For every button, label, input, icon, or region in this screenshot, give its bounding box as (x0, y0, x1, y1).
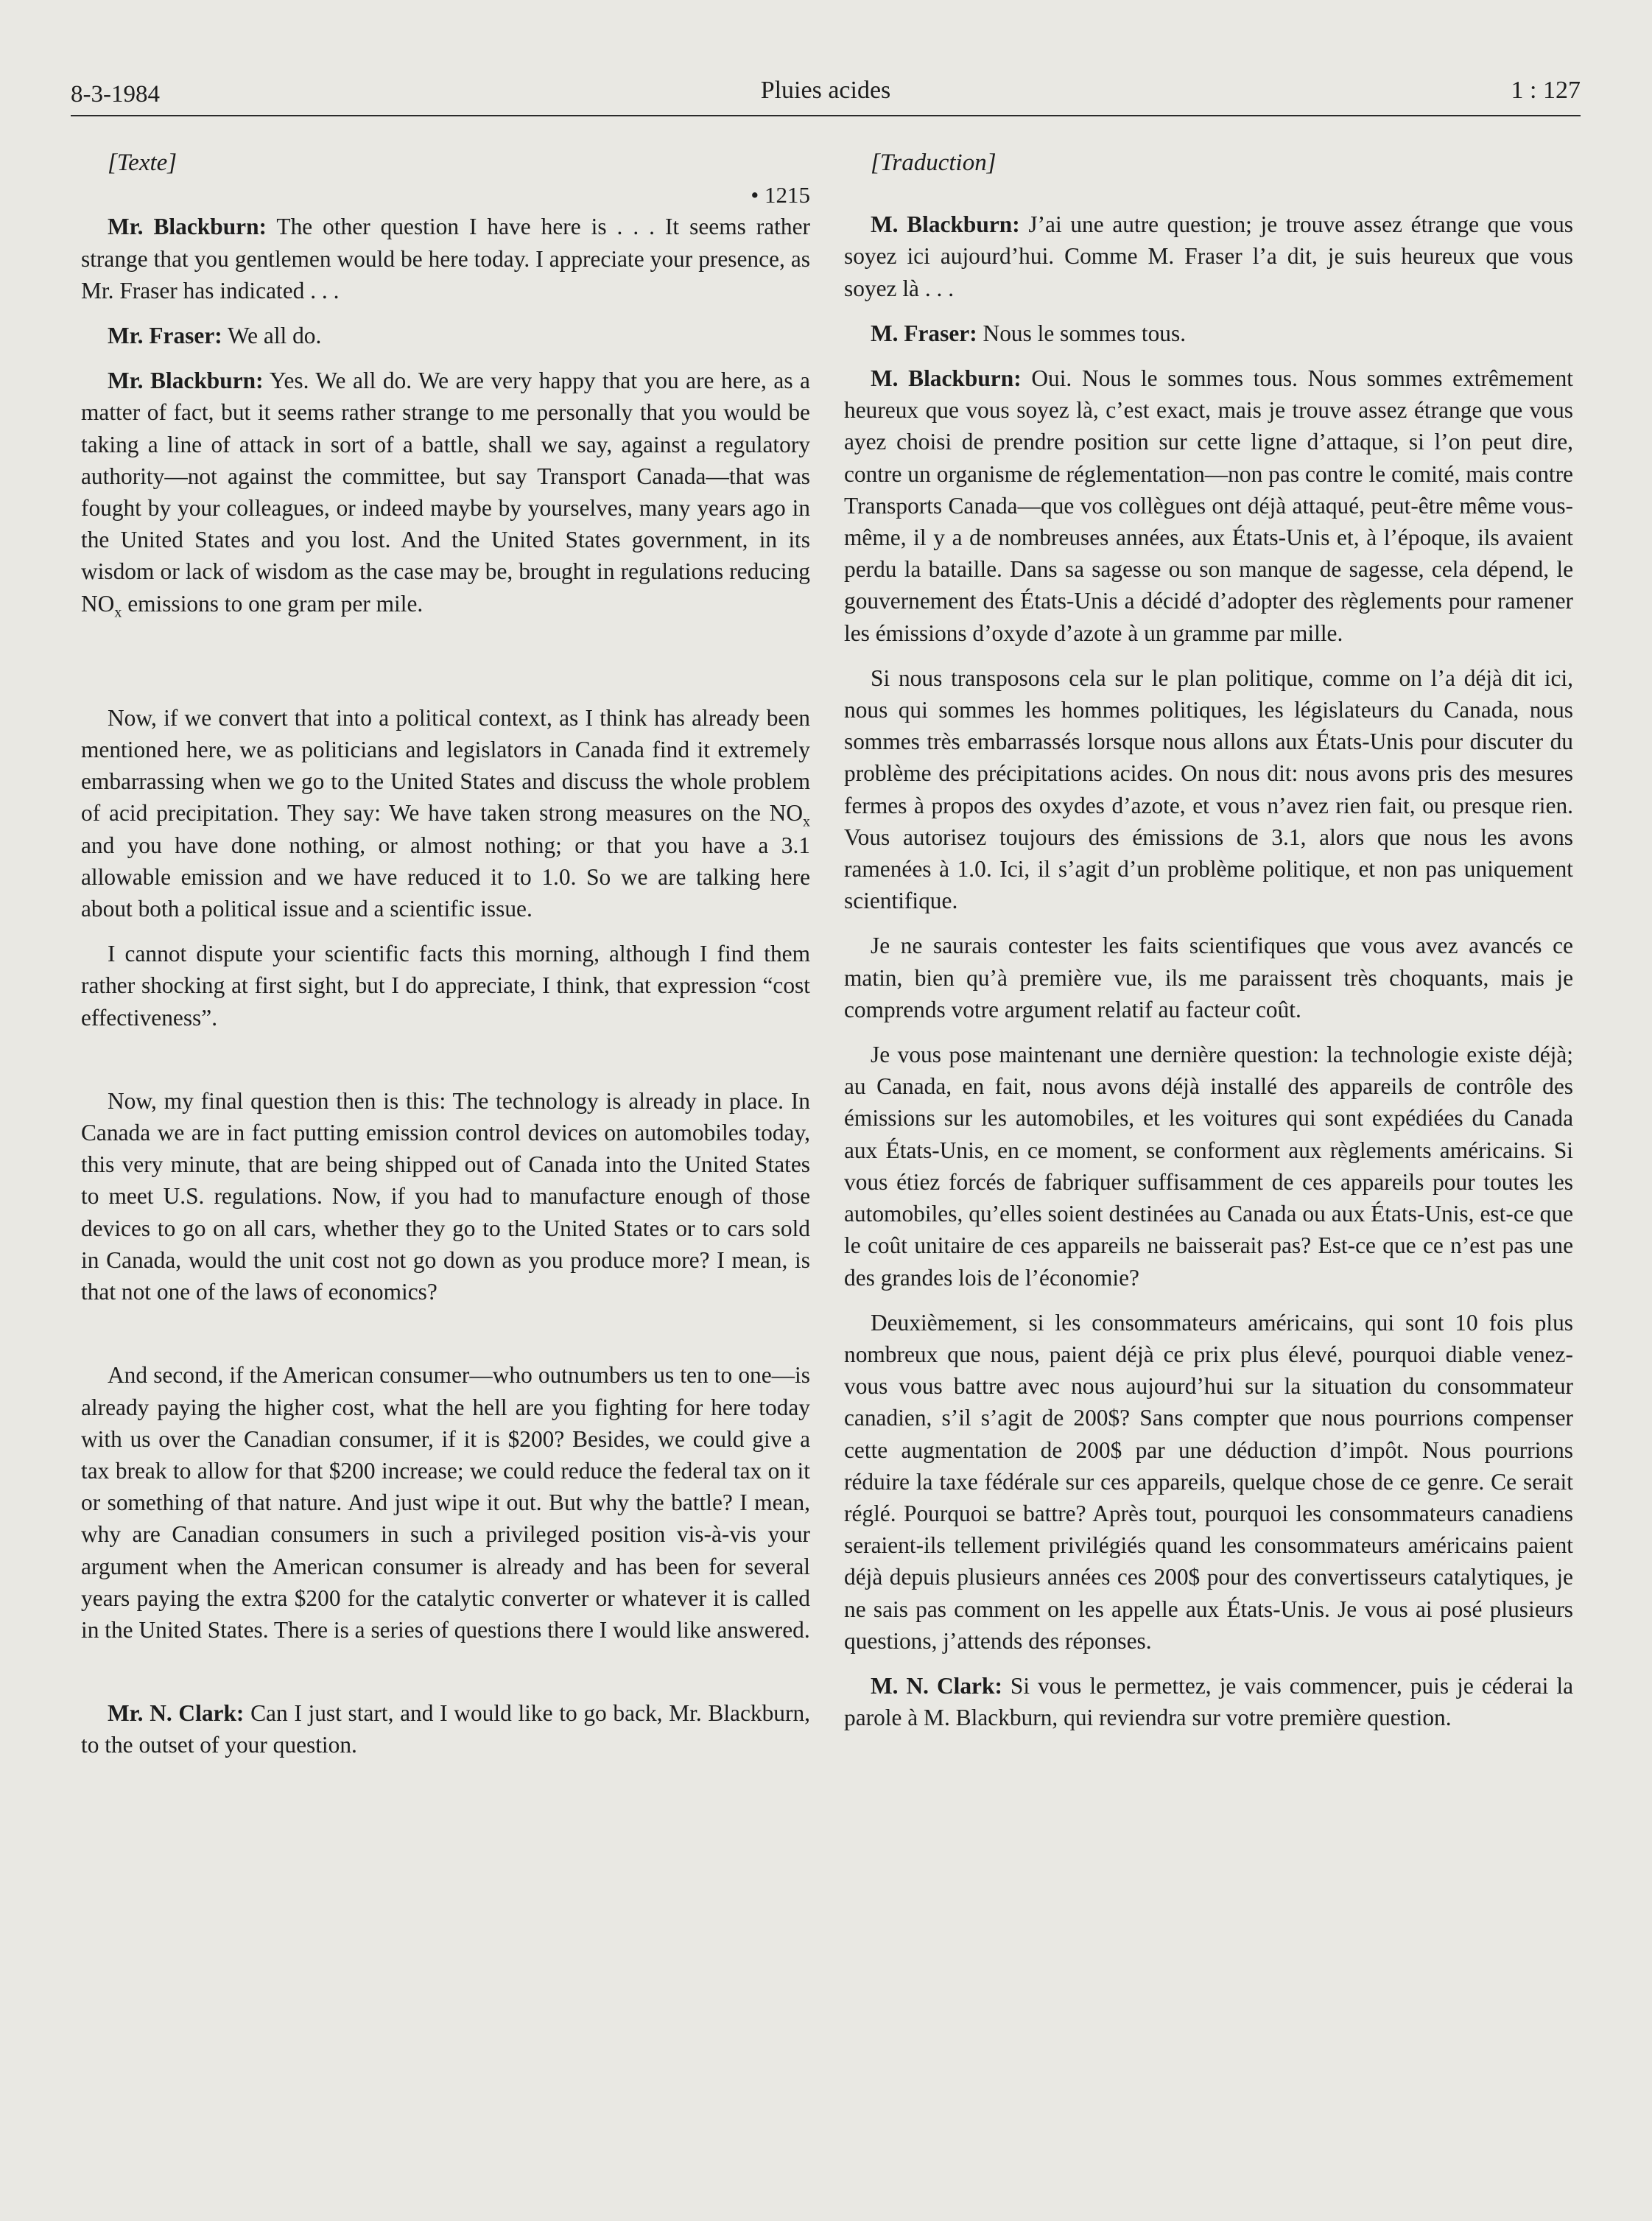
speaker-name: M. N. Clark: (871, 1672, 1002, 1699)
paragraph-text: Si vous le permettez, je vais commencer, puis je céderai la parole à M. Blackburn, qui reviendra sur votre première question. (844, 1672, 1574, 1731)
speaker-name: M. Blackburn: (871, 365, 1022, 392)
traduction-tag: [Traduction] (871, 150, 997, 176)
page-header (71, 74, 1581, 116)
paragraph (81, 1697, 810, 1761)
paragraph-text: Now, my final question then is this: The technology is already in place. In Canada we are in fact putting emission control devices on automobiles today, this very minute, that are being shipped out of Canada into the United States to meet U.S. regulations. Now, if you had to manufacture enough of those devices to go on all cars, whether they go to the United States or to cars sold in Canada, would the unit cost not go down as you produce more? I mean, is that not one of the laws of economics? (81, 1087, 810, 1305)
paragraph (81, 1359, 810, 1646)
speaker-name: M. Fraser: (871, 320, 977, 346)
paragraph (844, 1039, 1573, 1294)
paragraph-text: Can I just start, and I would like to go back, Mr. Blackburn, to the outset of your question. (81, 1700, 811, 1758)
subscript-x: x (803, 813, 810, 830)
paragraph-text: I cannot dispute your scientific facts this morning, although I find them rather shocking at first sight, but I do appreciate, I think, that expression “cost effectiveness”. (81, 941, 810, 1031)
paragraph-text: And second, if the American consumer—who outnumbers us ten to one—is already paying the higher cost, what the hell are you fighting for here today with us over the Canadian consumer, if it is $200? Besides, we could give a tax break to allow for that $200 increase; we could reduce the federal tax on it or something of that nature. And just wipe it out. But why the battle? I mean, why are Canadian consumers in such a privileged position vis-à-vis your argument when the American consumer is already and has been for several years paying the extra $200 for the catalytic converter or whatever it is called in the United States. There is a series of questions there I would like answered. (81, 1362, 810, 1643)
timestamp: • 1215 (751, 182, 810, 208)
french-column (844, 147, 1573, 1733)
paragraph (81, 702, 810, 924)
paragraph (81, 938, 810, 1034)
paragraph (844, 662, 1573, 917)
paragraph (844, 317, 1573, 349)
paragraph-text: Si nous transposons cela sur le plan politique, comme on l’a déjà dit ici, nous qui sommes les hommes politiques, les législateurs du Canada, nous sommes très embarrassés lorsque nous allons aux États-Unis pour discuter du problème des précipitations acides. On nous dit: nous avons pris des mesures fermes à propos des oxydes d’azote, et vous n’avez rien fait, ou presque rien. Vous autorisez toujours des émissions de 3.1, alors que nous les avons ramenées à 1.0. Ici, il s’agit d’un problème politique, et non pas uniquement scientifique. (844, 664, 1573, 914)
paragraph-text: Deuxièmement, si les consommateurs américains, qui sont 10 fois plus nombreux que nous, paient déjà ce prix plus élevé, pourquoi diable venez-vous vous battre avec nous aujourd’hui sur la situation du consommateur canadien, s’il s’agit de 200$? Sans compter que nous pourrions compenser cette augmentation de 200$ par une déduction d’impôt. Nous pourrions réduire la taxe fédérale sur ces appareils, quelque chose de ce genre. Ce serait réglé. Pourquoi se battre? Après tout, pourquoi les consommateurs canadiens seraient-ils tellement privilégiés quand les consommateurs américains paient déjà depuis plusieurs années ces 200$ pour des convertisseurs catalytiques, je ne sais pas comment on les appelle aux États-Unis. Je vous ai posé plusieurs questions, j’attends des réponses. (844, 1309, 1573, 1654)
speaker-name: Mr. Blackburn: (108, 368, 264, 394)
paragraph-text: The other question I have here is . . . It seems rather strange that you gentlemen would be here today. I appreciate your presence, as Mr. Fraser has indicated . . . (81, 214, 810, 303)
paragraph-text: J’ai une autre question; je trouve assez étrange que vous soyez ici aujourd’hui. Comme M. Fraser l’a dit, je suis heureux que vous soyez là . . . (844, 211, 1573, 301)
paragraph (81, 365, 810, 620)
paragraph (844, 362, 1573, 649)
paragraph (844, 930, 1573, 1025)
paragraph-text: Nous le sommes tous. (977, 320, 1187, 346)
header-page-number: 1 : 127 (1511, 77, 1581, 104)
paragraph (844, 1670, 1573, 1733)
speaker-name: Mr. Fraser: (108, 323, 222, 349)
paragraph (844, 208, 1573, 304)
english-column (81, 147, 810, 1761)
paragraph-text: Je vous pose maintenant une dernière question: la technologie existe déjà; au Canada, en fait, nous avons déjà installé des appareils de contrôle des émissions sur les automobiles, et les voitures qui sont expédiées du Canada aux États-Unis, en ce moment, se conforment aux règlements américains. Si vous étiez forcés de fabriquer suffisamment de ces appareils pour toutes les automobiles, qu’elles soient destinées au Canada ou aux États-Unis, est-ce que le coût unitaire de ces appareils ne baisserait pas? Est-ce que ce n’est pas une des grandes lois de l’économie? (844, 1042, 1573, 1291)
texte-tag: [Texte] (108, 150, 177, 176)
paragraph-text: Je ne saurais contester les faits scientifiques que vous avez avancés ce matin, bien qu’à première vue, ils me paraissent très choquants, mais je comprends votre argument relatif au facteur coût. (844, 933, 1573, 1022)
speaker-name: Mr. Blackburn: (108, 214, 267, 240)
paragraph-text: We all do. (222, 323, 322, 349)
paragraph-text-tail: emissions to one gram per mile. (122, 590, 423, 617)
paragraph (81, 211, 810, 306)
paragraph-text: Now, if we convert that into a political context, as I think has already been mentioned here, we as politicians and legislators in Canada find it extremely embarrassing when we go to the United States and discuss the whole problem of acid precipitation. They say: We have taken strong measures on the NO (81, 704, 810, 827)
paragraph-text: Yes. We all do. We are very happy that you are here, as a matter of fact, but it seems rather strange to me personally that you would be taking a line of attack in sort of a battle, shall we say, against a regulatory authority—not against the committee, but say Transport Canada—that was fought by your colleagues, or indeed maybe by yourselves, many years ago in the United States and you lost. And the United States government, in its wisdom or lack of wisdom as the case may be, brought in regulations reducing NO (81, 368, 810, 617)
speaker-name: Mr. N. Clark: (108, 1700, 245, 1727)
paragraph (844, 1307, 1573, 1657)
speaker-name: M. Blackburn: (871, 211, 1020, 238)
header-title: Pluies acides (760, 77, 891, 104)
subscript-x: x (114, 603, 122, 620)
paragraph-text: Oui. Nous le sommes tous. Nous sommes extrêmement heureux que vous soyez là, c’est exact, mais je trouve assez étrange que vous ayez choisi de prendre position sur cette ligne d’attaque, si l’on peut dire, contre un organisme de réglementation—non pas contre le comité, mais contre Transports Canada—que vos collègues ont déjà attaqué, peut-être même vous-même, il y a de nombreuses années, aux États-Unis et, à l’époque, ils avaient perdu la bataille. Dans sa sagesse ou son manque de sagesse, cela dépend, le gouvernement des États-Unis a décidé d’adopter des règlements pour ramener les émissions d’oxyde d’azote à un gramme par mille. (844, 365, 1574, 646)
paragraph-text-tail: and you have done nothing, or almost nothing; or that you have a 3.1 allowable emission and we have reduced it to 1.0. So we are talking here about both a political issue and a scientific issue. (81, 832, 810, 922)
paragraph (81, 320, 810, 351)
paragraph (81, 1085, 810, 1308)
header-date: 8-3-1984 (71, 81, 160, 108)
